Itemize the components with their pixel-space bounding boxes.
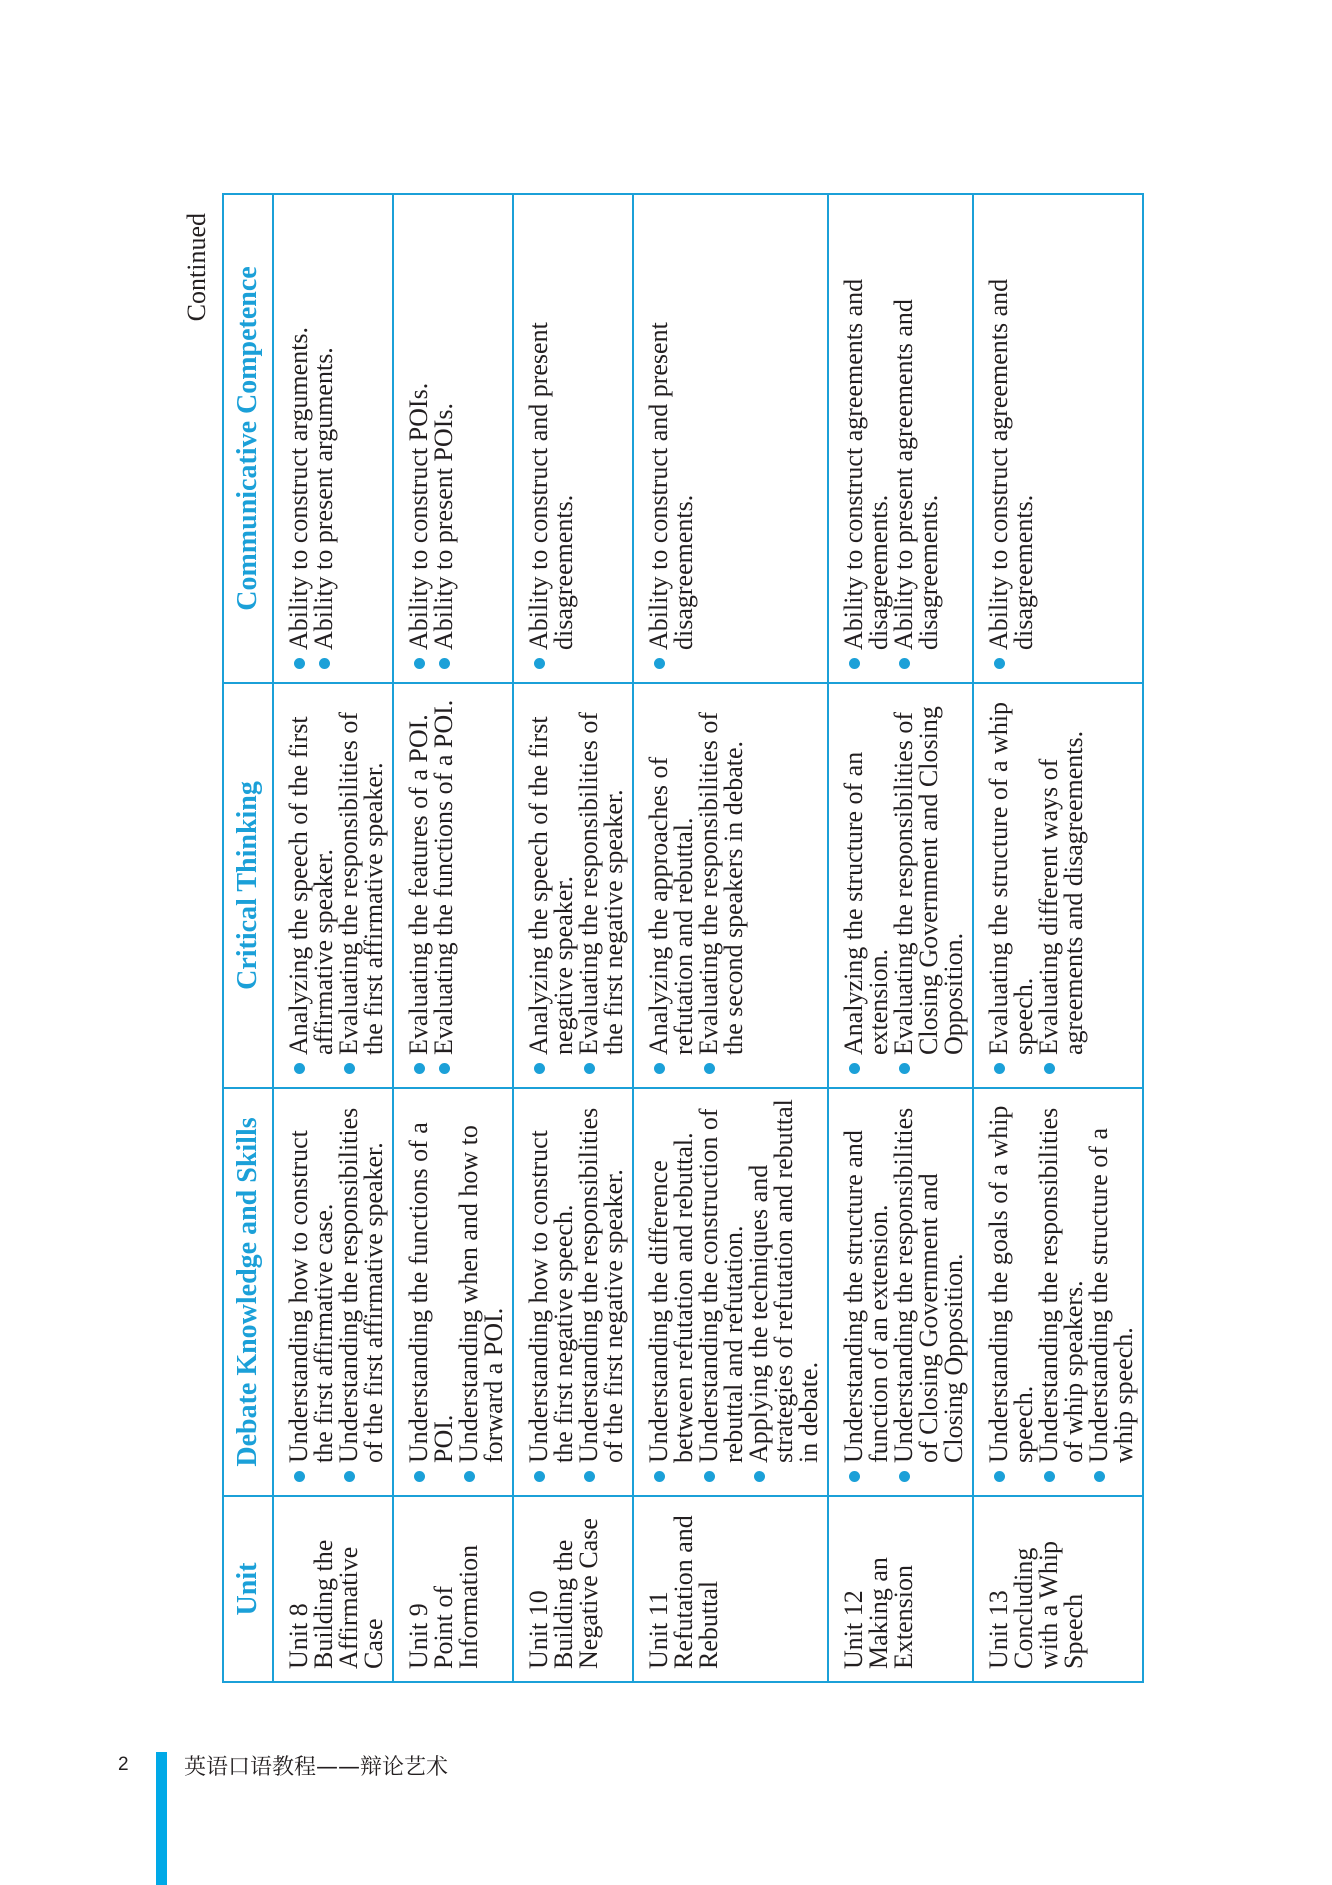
list-item xyxy=(311,203,336,670)
bullet-list xyxy=(986,692,1086,1075)
debate-knowledge-cell xyxy=(513,1088,633,1496)
bullet-dot-icon xyxy=(704,1063,715,1074)
list-item xyxy=(1036,1097,1086,1483)
unit-title: Point of Information xyxy=(429,1544,483,1669)
bullet-list xyxy=(286,692,386,1075)
communicative-competence-cell xyxy=(828,194,973,683)
bullet-list xyxy=(526,1097,626,1483)
debate-knowledge-cell xyxy=(633,1088,828,1496)
bullet-text: Ability to construct and present disagreements. xyxy=(524,322,578,650)
unit-number: Unit 12 xyxy=(839,1590,868,1669)
unit-title: Building the Negative Case xyxy=(549,1518,603,1669)
list-item xyxy=(891,692,966,1075)
communicative-competence-cell xyxy=(393,194,513,683)
bullet-list xyxy=(286,1097,386,1483)
communicative-competence-cell xyxy=(973,194,1143,683)
bullet-text: Evaluating the structure of a whip speech. xyxy=(984,701,1038,1055)
book-title: 英语口语教程——辩论艺术 xyxy=(184,1755,449,1780)
bullet-list xyxy=(841,1097,966,1483)
bullet-dot-icon xyxy=(654,658,665,669)
critical-thinking-cell xyxy=(973,683,1143,1088)
bullet-dot-icon xyxy=(994,658,1005,669)
bullet-text: Understanding the responsibilities of the first negative speaker. xyxy=(574,1107,628,1463)
bullet-text: Evaluating the responsibilities of the first affirmative speaker. xyxy=(334,712,388,1055)
bullet-list xyxy=(406,203,456,670)
table-row xyxy=(513,194,633,1682)
unit-cell xyxy=(273,1496,393,1682)
unit-title: Building the Affirmative Case xyxy=(309,1539,388,1669)
bullet-dot-icon xyxy=(439,658,450,669)
bullet-text: Analyzing the structure of an extension. xyxy=(839,751,893,1055)
header-debate-knowledge: Debate Knowledge and Skills xyxy=(223,1088,273,1496)
list-item xyxy=(646,1097,696,1483)
bullet-list xyxy=(986,203,1036,670)
bullet-text: Ability to present agreements and disagreements. xyxy=(889,299,943,650)
bullet-dot-icon xyxy=(319,658,330,669)
bullet-text: Ability to construct agreements and disagreements. xyxy=(839,278,893,650)
bullet-text: Understanding when and how to forward a POI. xyxy=(454,1125,508,1463)
list-item xyxy=(431,203,456,670)
list-item xyxy=(286,203,311,670)
bullet-text: Analyzing the speech of the first affirmative speaker. xyxy=(284,716,338,1055)
bullet-text: Evaluating the responsibilities of Closing Government and Closing Opposition. xyxy=(889,706,968,1055)
bullet-dot-icon xyxy=(994,1063,1005,1074)
bullet-dot-icon xyxy=(849,1471,860,1482)
list-item xyxy=(526,203,576,670)
bullet-dot-icon xyxy=(754,1471,765,1482)
bullet-dot-icon xyxy=(1094,1471,1105,1482)
bullet-text: Understanding the functions of a POI. xyxy=(404,1122,458,1463)
unit-number: Unit 13 xyxy=(984,1590,1013,1669)
list-item xyxy=(576,1097,626,1483)
unit-title: Concluding with a Whip Speech xyxy=(1009,1540,1088,1669)
bullet-text: Evaluating the responsibilities of the second speakers in debate. xyxy=(694,712,748,1055)
list-item xyxy=(286,1097,336,1483)
bullet-dot-icon xyxy=(294,1063,305,1074)
list-item xyxy=(1036,692,1086,1075)
bullet-text: Ability to construct POIs. xyxy=(404,382,433,650)
bullet-text: Understanding the responsibilities of Closing Government and Closing Opposition. xyxy=(889,1107,968,1463)
bullet-dot-icon xyxy=(849,1063,860,1074)
list-item xyxy=(336,692,386,1075)
list-item xyxy=(646,692,696,1075)
list-item xyxy=(406,1097,456,1483)
list-item xyxy=(406,692,431,1075)
bullet-dot-icon xyxy=(464,1471,475,1482)
bullet-dot-icon xyxy=(414,1471,425,1482)
bullet-dot-icon xyxy=(899,658,910,669)
list-item xyxy=(526,692,576,1075)
list-item xyxy=(841,203,891,670)
page-number: 2 xyxy=(118,1754,129,1775)
communicative-competence-cell xyxy=(273,194,393,683)
list-item xyxy=(1086,1097,1136,1483)
bullet-dot-icon xyxy=(654,1471,665,1482)
critical-thinking-cell xyxy=(393,683,513,1088)
critical-thinking-cell xyxy=(828,683,973,1088)
list-item xyxy=(696,1097,746,1483)
list-item xyxy=(431,692,456,1075)
bullet-text: Evaluating different ways of agreements and disagreements. xyxy=(1034,730,1088,1055)
bullet-dot-icon xyxy=(534,1471,545,1482)
bullet-dot-icon xyxy=(294,1471,305,1482)
bullet-dot-icon xyxy=(534,658,545,669)
bullet-list xyxy=(646,692,746,1075)
bullet-text: Analyzing the speech of the first negative speaker. xyxy=(524,716,578,1055)
rotated-table-area xyxy=(180,195,1144,1683)
bullet-list xyxy=(841,203,941,670)
bullet-text: Analyzing the approaches of refutation and rebuttal. xyxy=(644,756,698,1055)
critical-thinking-cell xyxy=(273,683,393,1088)
table-row xyxy=(273,194,393,1682)
bullet-text: Understanding the structure of a whip speech. xyxy=(1084,1127,1138,1463)
unit-cell xyxy=(393,1496,513,1682)
unit-number: Unit 9 xyxy=(404,1603,433,1669)
bullet-list xyxy=(406,1097,506,1483)
table-row xyxy=(633,194,828,1682)
list-item xyxy=(576,692,626,1075)
list-item xyxy=(746,1097,821,1483)
communicative-competence-cell xyxy=(513,194,633,683)
table-row xyxy=(393,194,513,1682)
curriculum-table xyxy=(222,193,1144,1683)
bullet-dot-icon xyxy=(899,1471,910,1482)
unit-title: Refutation and Rebuttal xyxy=(669,1515,723,1669)
bullet-list xyxy=(841,692,966,1075)
bullet-dot-icon xyxy=(654,1063,665,1074)
list-item xyxy=(891,1097,966,1483)
list-item xyxy=(841,692,891,1075)
table-header-row xyxy=(223,194,273,1682)
header-communicative-competence: Communicative Competence xyxy=(223,194,273,683)
bullet-text: Understanding the construction of rebuttal and refutation. xyxy=(694,1108,748,1463)
bullet-dot-icon xyxy=(1044,1471,1055,1482)
table-body xyxy=(273,194,1143,1682)
bullet-text: Evaluating the responsibilities of the first negative speaker. xyxy=(574,712,628,1055)
bullet-dot-icon xyxy=(294,658,305,669)
bullet-dot-icon xyxy=(584,1063,595,1074)
list-item xyxy=(456,1097,506,1483)
bullet-dot-icon xyxy=(439,1063,450,1074)
unit-cell xyxy=(633,1496,828,1682)
bullet-dot-icon xyxy=(1044,1063,1055,1074)
bullet-text: Ability to present arguments. xyxy=(309,347,338,650)
list-item xyxy=(986,203,1036,670)
bullet-list xyxy=(526,692,626,1075)
bullet-text: Understanding the goals of a whip speech. xyxy=(984,1105,1038,1463)
bullet-text: Applying the techniques and strategies of refutation and rebuttal in debate. xyxy=(744,1099,823,1463)
bullet-text: Understanding the responsibilities of the first affirmative speaker. xyxy=(334,1107,388,1463)
unit-number: Unit 10 xyxy=(524,1590,553,1669)
bullet-text: Understanding the responsibilities of whip speakers. xyxy=(1034,1107,1088,1463)
list-item xyxy=(336,1097,386,1483)
bullet-dot-icon xyxy=(899,1063,910,1074)
bullet-list xyxy=(646,203,696,670)
bullet-text: Ability to construct agreements and disagreements. xyxy=(984,278,1038,650)
critical-thinking-cell xyxy=(633,683,828,1088)
bullet-text: Evaluating the features of a POI. xyxy=(404,714,433,1055)
debate-knowledge-cell xyxy=(973,1088,1143,1496)
list-item xyxy=(986,692,1036,1075)
bullet-text: Understanding the difference between refutation and rebuttal. xyxy=(644,1132,698,1463)
bullet-dot-icon xyxy=(849,658,860,669)
unit-cell xyxy=(513,1496,633,1682)
debate-knowledge-cell xyxy=(273,1088,393,1496)
list-item xyxy=(841,1097,891,1483)
header-critical-thinking: Critical Thinking xyxy=(223,683,273,1088)
list-item xyxy=(646,203,696,670)
continued-label: Continued xyxy=(182,213,211,322)
bullet-text: Ability to construct arguments. xyxy=(284,326,313,650)
bullet-list xyxy=(286,203,336,670)
bullet-dot-icon xyxy=(414,1063,425,1074)
bullet-dot-icon xyxy=(704,1471,715,1482)
debate-knowledge-cell xyxy=(828,1088,973,1496)
list-item xyxy=(696,692,746,1075)
bullet-list xyxy=(646,1097,821,1483)
bullet-text: Understanding how to construct the first negative speech. xyxy=(524,1130,578,1463)
accent-bar xyxy=(156,1752,167,1885)
debate-knowledge-cell xyxy=(393,1088,513,1496)
bullet-dot-icon xyxy=(344,1063,355,1074)
communicative-competence-cell xyxy=(633,194,828,683)
list-item xyxy=(406,203,431,670)
bullet-text: Ability to present POIs. xyxy=(429,403,458,650)
bullet-text: Evaluating the functions of a POI. xyxy=(429,699,458,1055)
bullet-list xyxy=(986,1097,1136,1483)
table-row xyxy=(828,194,973,1682)
list-item xyxy=(526,1097,576,1483)
bullet-list xyxy=(526,203,576,670)
list-item xyxy=(891,203,941,670)
header-unit: Unit xyxy=(223,1496,273,1682)
bullet-dot-icon xyxy=(584,1471,595,1482)
bullet-dot-icon xyxy=(414,658,425,669)
list-item xyxy=(286,692,336,1075)
critical-thinking-cell xyxy=(513,683,633,1088)
unit-cell xyxy=(828,1496,973,1682)
unit-number: Unit 8 xyxy=(284,1603,313,1669)
bullet-text: Ability to construct and present disagreements. xyxy=(644,322,698,650)
bullet-text: Understanding how to construct the first affirmative case. xyxy=(284,1130,338,1463)
bullet-text: Understanding the structure and function of an extension. xyxy=(839,1130,893,1463)
table-row xyxy=(973,194,1143,1682)
unit-cell xyxy=(973,1496,1143,1682)
bullet-dot-icon xyxy=(534,1063,545,1074)
bullet-dot-icon xyxy=(344,1471,355,1482)
unit-title: Making an Extension xyxy=(864,1557,918,1669)
bullet-list xyxy=(406,692,456,1075)
bullet-dot-icon xyxy=(994,1471,1005,1482)
unit-number: Unit 11 xyxy=(644,1591,673,1669)
list-item xyxy=(986,1097,1036,1483)
